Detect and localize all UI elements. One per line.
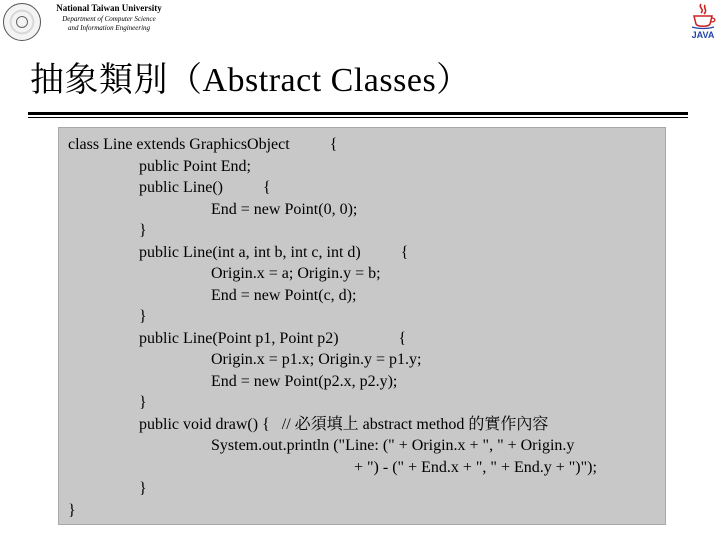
university-seal-icon — [3, 3, 41, 41]
department-line-1: Department of Computer Science — [62, 15, 156, 23]
university-name: National Taiwan University — [56, 3, 162, 13]
code-line: class Line extends GraphicsObject { — [68, 136, 338, 153]
code-block — [58, 127, 666, 525]
code-line: System.out.println ("Line: (" + Origin.x + ", " + Origin.y — [211, 437, 575, 454]
code-line: Origin.x = a; Origin.y = b; — [211, 265, 381, 282]
department-name — [44, 15, 174, 33]
code-line: } — [139, 308, 147, 325]
code-line: + ") - (" + End.x + ", " + End.y + ")"); — [354, 459, 597, 476]
java-logo-icon — [688, 2, 718, 40]
department-line-2: and Information Engineering — [67, 24, 151, 32]
code-line: public Line(Point p1, Point p2) { — [139, 330, 407, 347]
code-line: public Point End; — [139, 158, 251, 175]
java-logo-text: JAVA — [691, 30, 715, 40]
title-divider-thin — [28, 117, 688, 118]
code-line: public Line(int a, int b, int c, int d) { — [139, 244, 409, 261]
code-line: public void draw() { // 必須填上 abstract method 的實作內容 — [139, 416, 549, 433]
code-line: } — [139, 480, 147, 497]
title-divider — [28, 112, 688, 115]
code-line: End = new Point(0, 0); — [211, 201, 358, 218]
code-line: } — [139, 394, 147, 411]
slide-title: 抽象類別（Abstract Classes） — [30, 62, 471, 99]
code-line: } — [68, 502, 76, 519]
code-line: End = new Point(c, d); — [211, 287, 357, 304]
code-line: Origin.x = p1.x; Origin.y = p1.y; — [211, 351, 422, 368]
code-line: public Line() { — [139, 179, 271, 196]
code-line: } — [139, 222, 147, 239]
code-line: End = new Point(p2.x, p2.y); — [211, 373, 398, 390]
